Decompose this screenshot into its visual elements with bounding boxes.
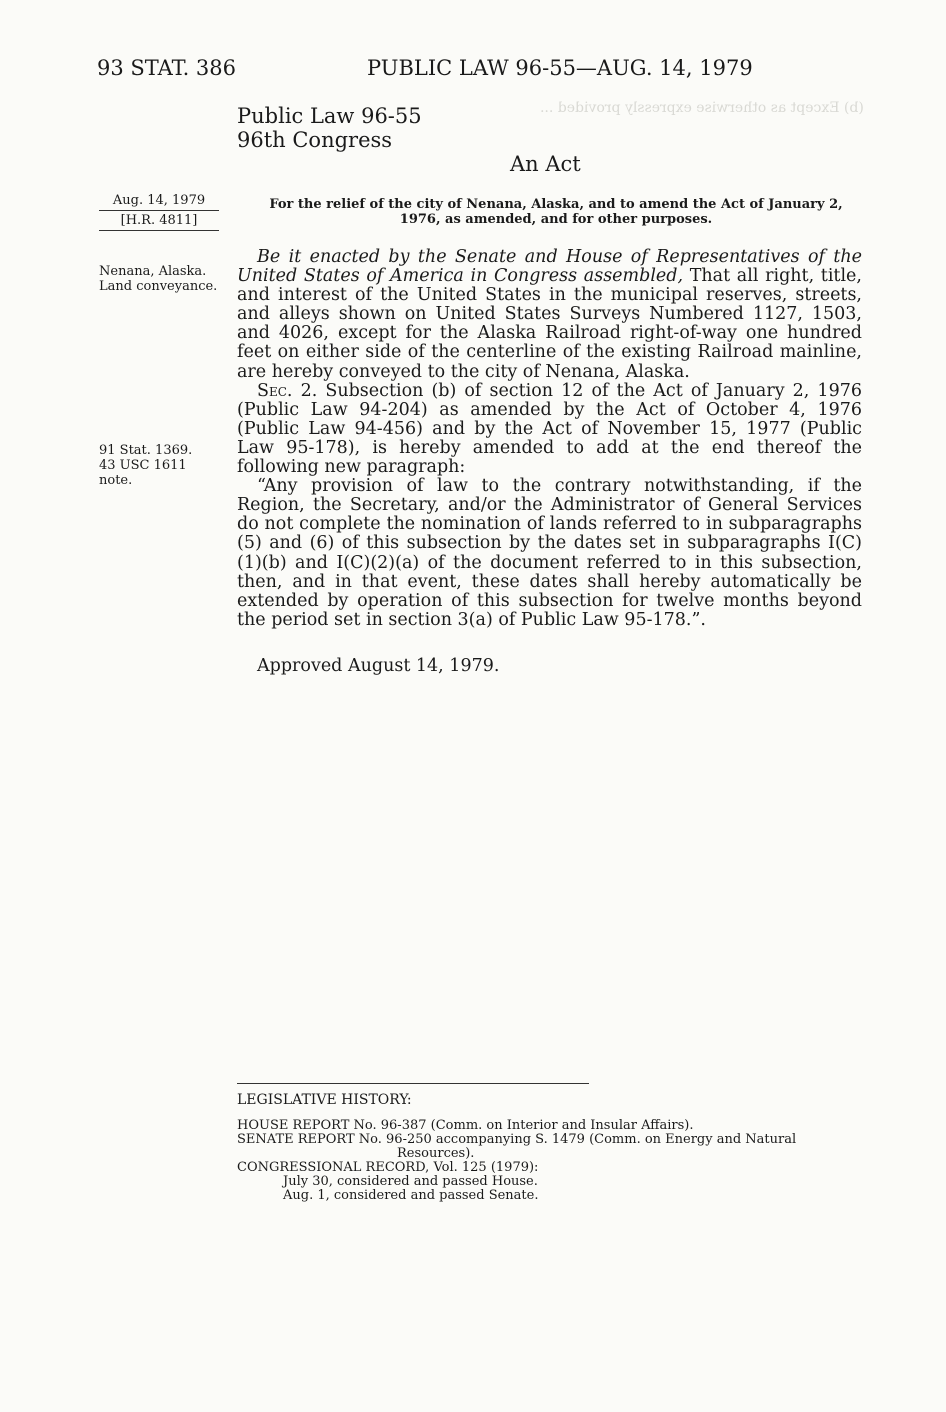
senate-report-continuation: Resources). xyxy=(397,1146,475,1161)
record-senate-action: Aug. 1, considered and passed Senate. xyxy=(283,1188,539,1203)
enactment-date: Aug. 14, 1979 xyxy=(112,193,206,208)
act-label: An Act xyxy=(510,152,581,176)
stat-page-number: 93 STAT. 386 xyxy=(97,56,237,80)
senate-report: SENATE REPORT No. 96-250 accompanying S. 1479 (Comm. on Energy and Natural xyxy=(237,1132,797,1147)
congressional-record: CONGRESSIONAL RECORD, Vol. 125 (1979): xyxy=(237,1160,539,1175)
margin-divider xyxy=(99,210,219,211)
history-heading: LEGISLATIVE HISTORY: xyxy=(237,1092,412,1108)
law-number: Public Law 96-55 xyxy=(237,104,422,128)
margin-note-subject xyxy=(99,264,239,294)
section-1-text: That all right, title, and interest of the United States in the municipal reserves, streets, and alleys shown on United States Surveys Numbered 1127, 1503, and 4026, except for the Alaska Railroad right-of-way one hundred feet on either side of the centerline of the existing Railroad mainline, are hereby conveyed to the city of Nenana, Alaska. xyxy=(237,266,862,382)
margin-divider xyxy=(99,230,219,231)
statute-reference: 43 USC 1611 xyxy=(99,458,187,473)
bill-number: [H.R. 4811] xyxy=(120,213,198,228)
statute-reference: 91 Stat. 1369. xyxy=(99,443,193,458)
approval-line: Approved August 14, 1979. xyxy=(257,656,500,676)
quoted-paragraph: “Any provision of law to the contrary notwithstanding, if the Region, the Secretary, and/or the Administrator of General Services do not complete the nomination of lands referred to in subparagraphs (5) and (6) of this subsection by the dates set in subparagraphs I(C)(1)(b) and I(C)(2)(a) of the document referred to in this subsection, then, and in that event, these dates shall hereby automatically be extended by operation of this subsection for twelve months beyond the period set in section 3(a) of Public Law 95-178.”. xyxy=(237,476,862,630)
congress-number: 96th Congress xyxy=(237,128,393,152)
margin-note-date xyxy=(99,193,219,233)
section-2 xyxy=(237,382,862,477)
act-body xyxy=(237,248,862,630)
subject-line: Nenana, Alaska. xyxy=(99,264,207,279)
section-2-label: Sec. 2. xyxy=(257,380,318,401)
margin-note-statute-reference xyxy=(99,443,219,488)
record-house-action: July 30, considered and passed House. xyxy=(283,1174,538,1189)
house-report: HOUSE REPORT No. 96-387 (Comm. on Interior and Insular Affairs). xyxy=(237,1118,694,1133)
legislative-history xyxy=(237,1093,862,1203)
section-2-text: Subsection (b) of section 12 of the Act of January 2, 1976 (Public Law 94-204) as amended by the Act of October 4, 1976 (Public Law 94-456) and by the Act of November 15, 1977 (Public Law 95-178), is hereby amended to add at the end thereof the following new paragraph: xyxy=(237,380,862,478)
enacting-clause: Be it enacted by the Senate and House of Representatives of the United States of America in Congress assembled, xyxy=(237,247,862,287)
act-purpose: For the relief of the city of Nenana, Alaska, and to amend the Act of January 2, 1976, as amended, and for other purposes. xyxy=(269,197,843,227)
running-head xyxy=(97,56,886,82)
history-divider xyxy=(237,1083,589,1084)
section-1 xyxy=(237,248,862,382)
bleed-through-text: (b) Except as otherwise expressly provided ... xyxy=(540,100,864,116)
subject-line: Land conveyance. xyxy=(99,279,218,294)
running-title: PUBLIC LAW 96-55—AUG. 14, 1979 xyxy=(367,56,753,80)
statute-reference: note. xyxy=(99,473,133,488)
